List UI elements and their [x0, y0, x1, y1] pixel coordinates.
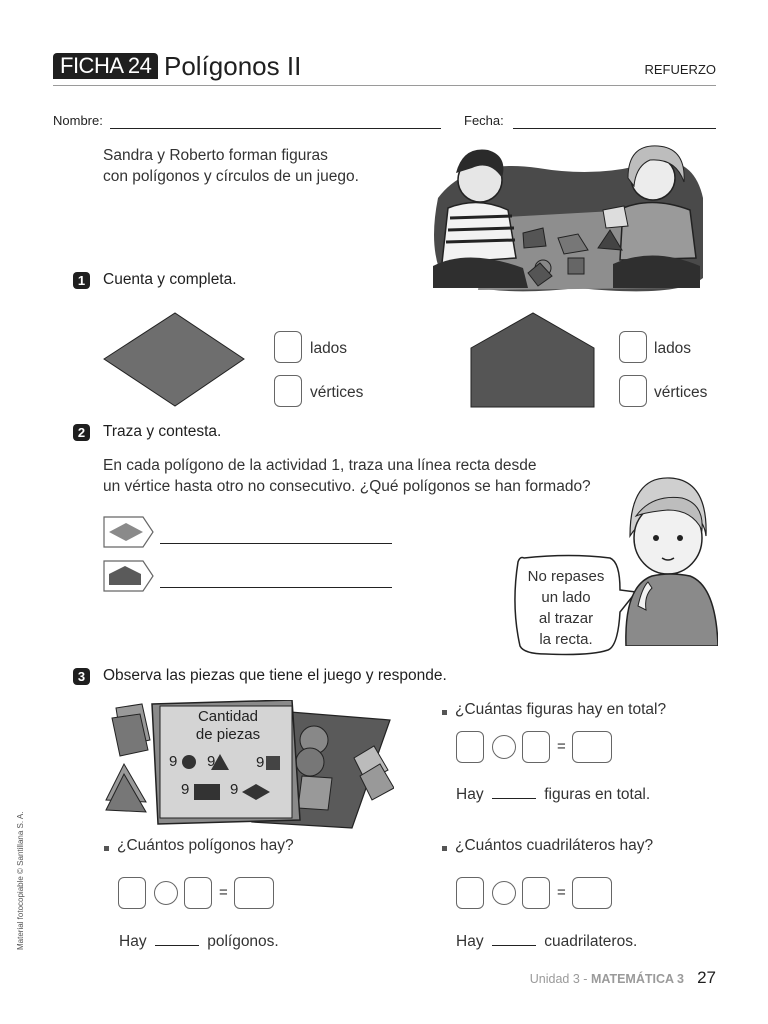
- date-field[interactable]: [513, 128, 716, 129]
- rhombus-vertices-label: vértices: [310, 384, 364, 401]
- q2-operand-2[interactable]: [184, 877, 212, 909]
- q1-equals: =: [557, 738, 566, 755]
- count-circles: 9: [169, 753, 178, 770]
- answer-line-rhombus[interactable]: [160, 543, 392, 544]
- game-box-title-1: Cantidad: [197, 708, 259, 725]
- copyright-note: Material fotocopiable © Santillana S. A.: [16, 811, 25, 950]
- page-title: Polígonos II: [164, 51, 302, 81]
- q1-operand-2[interactable]: [522, 731, 550, 763]
- q2-operand-1[interactable]: [118, 877, 146, 909]
- count-squares: 9: [256, 754, 265, 771]
- bubble-line-3: al trazar: [538, 610, 594, 627]
- q3-answer: [456, 931, 637, 952]
- intro-line-2: con polígonos y círculos de un juego.: [103, 168, 359, 185]
- bubble-line-1: No repases: [527, 568, 605, 585]
- q3-bullet: [442, 846, 447, 851]
- speech-bubble-text: [518, 566, 614, 650]
- q1-operator-circle[interactable]: [492, 735, 516, 759]
- header-divider: [53, 85, 716, 86]
- q1-answer-blank[interactable]: [492, 784, 536, 799]
- girl-thinking-illustration: [622, 476, 718, 646]
- name-field[interactable]: [110, 128, 441, 129]
- date-label: Fecha:: [464, 113, 504, 128]
- pentagon-vertices-label: vértices: [654, 384, 708, 401]
- activity-2-title: Traza y contesta.: [103, 423, 222, 440]
- game-box-title-2: de piezas: [195, 726, 261, 743]
- q2-bullet: [104, 846, 109, 851]
- q1-answer-post: figuras en total.: [544, 786, 651, 803]
- activity-2-instruction-1: En cada polígono de la actividad 1, traza una línea recta desde: [103, 457, 537, 474]
- q2-operator-circle[interactable]: [154, 881, 178, 905]
- q2-equals: =: [219, 884, 228, 901]
- activity-2-instruction-2: un vértice hasta otro no consecutivo. ¿Qué polígonos se han formado?: [103, 478, 591, 495]
- q1-operand-1[interactable]: [456, 731, 484, 763]
- q1-bullet: [442, 710, 447, 715]
- activity-1-number: 1: [73, 272, 90, 289]
- answer-line-pentagon[interactable]: [160, 587, 392, 588]
- page-number: 27: [697, 968, 716, 987]
- game-box-title: [160, 708, 296, 744]
- q1-answer: [456, 784, 650, 805]
- q1-answer-pre: Hay: [456, 786, 484, 803]
- q3-operand-2[interactable]: [522, 877, 550, 909]
- q3-equals: =: [557, 884, 566, 901]
- bubble-line-4: la recta.: [539, 631, 593, 648]
- rhombus-vertices-box[interactable]: [274, 375, 302, 407]
- q3-result[interactable]: [572, 877, 612, 909]
- q2-answer-pre: Hay: [119, 933, 147, 950]
- rhombus-shape: [103, 312, 246, 408]
- q2-answer-post: polígonos.: [207, 933, 279, 950]
- activity-3-number: 3: [73, 668, 90, 685]
- count-rhombuses: 9: [230, 781, 239, 798]
- footer-unit-label: Unidad 3 -: [529, 972, 588, 986]
- q1-result[interactable]: [572, 731, 612, 763]
- rhombus-sides-label: lados: [310, 340, 348, 357]
- pentagon-sides-box[interactable]: [619, 331, 647, 363]
- count-rectangles: 9: [181, 781, 190, 798]
- intro-line-1: Sandra y Roberto forman figuras: [103, 147, 328, 164]
- activity-1-title: Cuenta y completa.: [103, 271, 237, 288]
- q1-text: ¿Cuántas figuras hay en total?: [455, 701, 667, 718]
- q3-text: ¿Cuántos cuadriláteros hay?: [455, 837, 654, 854]
- name-label: Nombre:: [53, 113, 103, 128]
- q3-operand-1[interactable]: [456, 877, 484, 909]
- ficha-badge: FICHA 24: [53, 53, 158, 79]
- rhombus-sides-box[interactable]: [274, 331, 302, 363]
- q3-operator-circle[interactable]: [492, 881, 516, 905]
- bubble-line-2: un lado: [541, 589, 591, 606]
- pentagon-tag-icon: [103, 560, 155, 592]
- q3-answer-blank[interactable]: [492, 931, 536, 946]
- activity-3-title: Observa las piezas que tiene el juego y responde.: [103, 667, 447, 684]
- footer-unit: [530, 972, 684, 986]
- activity-2-number: 2: [73, 424, 90, 441]
- pentagon-shape: [470, 312, 596, 409]
- q2-answer: [119, 931, 279, 952]
- q2-result[interactable]: [234, 877, 274, 909]
- q3-answer-post: cuadrilateros.: [544, 933, 638, 950]
- count-triangles: 9: [207, 753, 216, 770]
- footer-subject: MATEMÁTICA 3: [590, 972, 684, 986]
- pentagon-vertices-box[interactable]: [619, 375, 647, 407]
- refuerzo-tag: REFUERZO: [644, 62, 716, 77]
- q2-answer-blank[interactable]: [155, 931, 199, 946]
- q2-text: ¿Cuántos polígonos hay?: [117, 837, 294, 854]
- children-playing-illustration: [428, 138, 708, 298]
- rhombus-tag-icon: [103, 516, 155, 548]
- pentagon-sides-label: lados: [654, 340, 692, 357]
- q3-answer-pre: Hay: [456, 933, 484, 950]
